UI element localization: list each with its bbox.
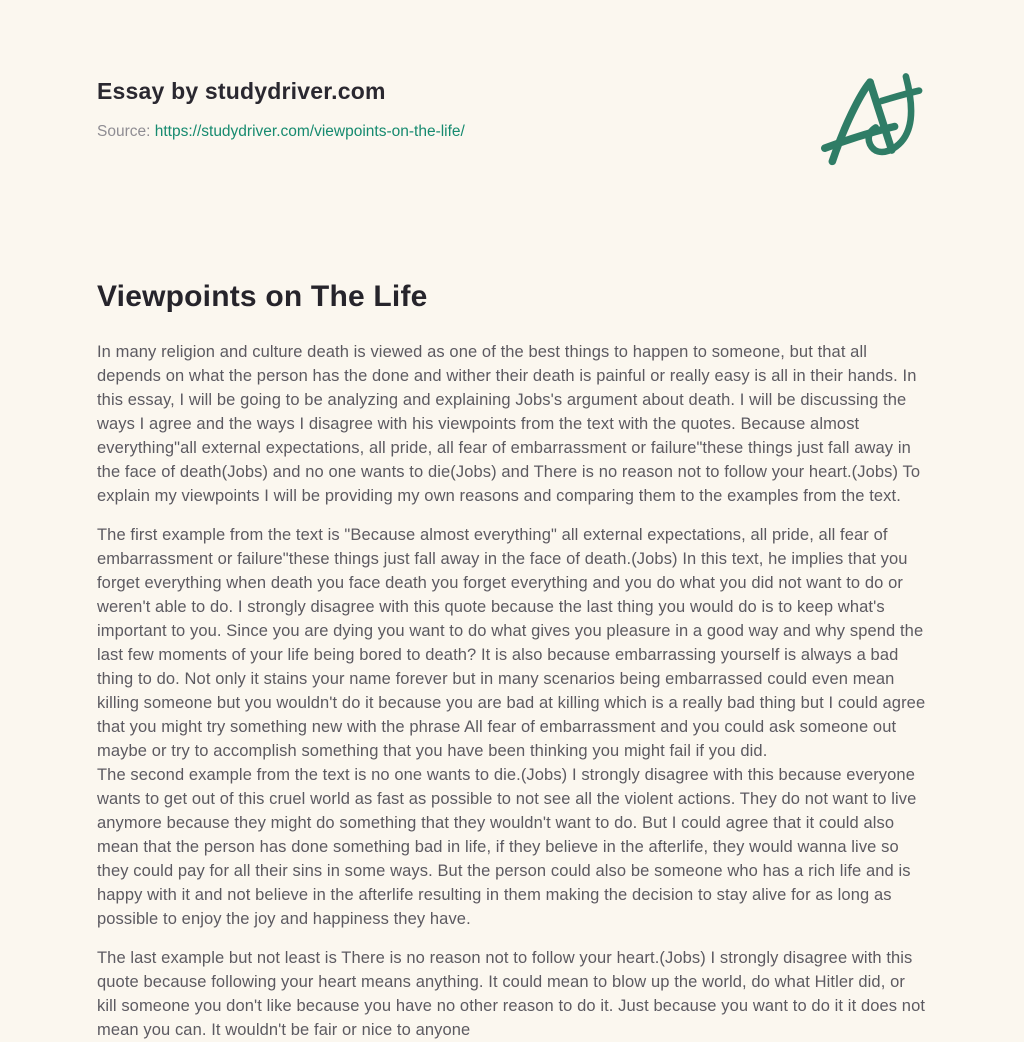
source-line (97, 123, 465, 141)
page-header (97, 0, 927, 168)
a-plus-logo-icon (817, 68, 925, 168)
essay-paragraph-first-example: The first example from the text is "Because almost everything" all external expectations, all pride, all fear of embarrassment or failure"these things just fall away in the face of death.(Jobs) In this text, he implies that you forget everything when death you face death you forget everything and you do what you did not want to do or weren't able to do. I strongly disagree with this quote because the last thing you would do is to keep what's important to you. Since you are dying you want to do what gives you pleasure in a good way and why spend the last few moments of your life being bored to death? It is also because embarrassing yourself is always a bad thing to do. Not only it stains your name forever but in many scenarios being embarrassed could even mean killing someone but you wouldn't do it because you are bad at killing which is a really bad thing but I could agree that you might try something new with the phrase All fear of embarrassment and you could ask someone out maybe or try to accomplish something that you have been thinking you might fail if you did. (97, 526, 926, 760)
source-link[interactable]: https://studydriver.com/viewpoints-on-the-life/ (154, 123, 465, 140)
essay-paragraph-second-example: The second example from the text is no one wants to die.(Jobs) I strongly disagree with this because everyone wants to get out of this cruel world as fast as possible to not see all the violent actions. They do not want to live anymore because they might do something that they wouldn't want to do. But I could agree that it could also mean that the person has done something bad in life, if they believe in the afterlife, they would wanna live so they could pay for all their sins in some ways. But the person could also be someone who has a rich life and is happy with it and not believe in the afterlife resulting in them making the decision to stay alive for as long as possible to enjoy the joy and happiness they have. (97, 766, 917, 928)
essay-paragraph-last-example: The last example but not least is There is no reason not to follow your heart.(Jobs) I strongly disagree with this quote because following your heart means anything. It could mean to blow up the world, do what Hitler did, or kill someone you don't like because you have no other reason to do it. Just because you want to do it it does not mean you can. It wouldn't be fair or nice to anyone (97, 949, 926, 1039)
essay-paragraph-intro: In many religion and culture death is viewed as one of the best things to happen to someone, but that all depends on what the person has the done and wither their death is painful or really easy is all in their hands. In this essay, I will be going to be analyzing and explaining Jobs's argument about death. I will be discussing the ways I agree and the ways I disagree with his viewpoints from the text with the quotes. Because almost everything"all external expectations, all pride, all fear of embarrassment or failure"these things just fall away in the face of death(Jobs) and no one wants to die(Jobs) and There is no reason not to follow your heart.(Jobs) To explain my viewpoints I will be providing my own reasons and comparing them to the examples from the text. (97, 343, 921, 505)
essay-title: Viewpoints on The Life (97, 280, 428, 313)
source-label: Source: (97, 123, 151, 140)
byline: Essay by studydriver.com (97, 78, 386, 104)
header-text-block (97, 70, 465, 141)
